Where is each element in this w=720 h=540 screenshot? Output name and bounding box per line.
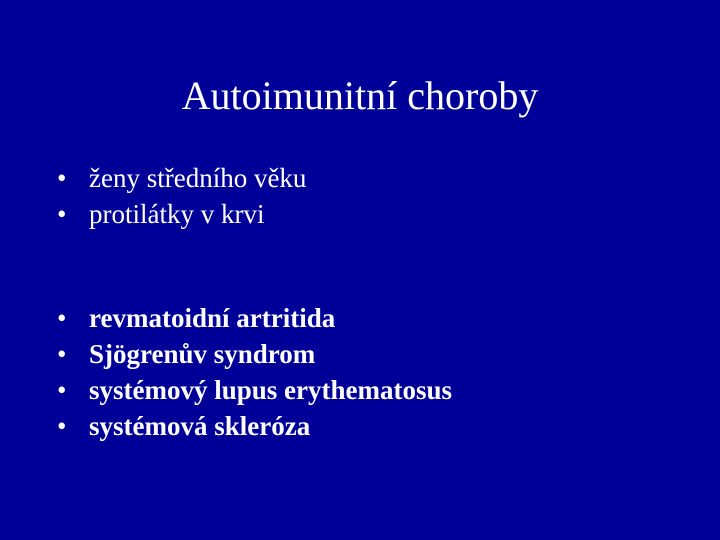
bullet-item	[57, 336, 452, 372]
bullet-item	[57, 160, 306, 196]
bullet-item	[57, 408, 452, 444]
bullet-dot-icon: •	[57, 303, 67, 333]
bullet-dot-icon: •	[57, 411, 67, 441]
bullet-text: ženy středního věku	[89, 163, 307, 193]
bullet-text: protilátky v krvi	[89, 199, 265, 229]
bullet-text: revmatoidní artritida	[89, 303, 336, 333]
bullet-dot-icon: •	[57, 339, 67, 369]
bullet-dot-icon: •	[57, 199, 67, 229]
bullet-list-characteristics	[57, 160, 306, 232]
bullet-item	[57, 372, 452, 408]
bullet-dot-icon: •	[57, 375, 67, 405]
bullet-text: Sjögrenův syndrom	[89, 339, 316, 369]
bullet-item	[57, 196, 306, 232]
bullet-text: systémová skleróza	[89, 411, 311, 441]
bullet-text: systémový lupus erythematosus	[89, 375, 453, 405]
slide-title: Autoimunitní choroby	[181, 73, 539, 118]
bullet-list-diseases	[57, 300, 452, 444]
bullet-item	[57, 300, 452, 336]
bullet-dot-icon: •	[57, 163, 67, 193]
